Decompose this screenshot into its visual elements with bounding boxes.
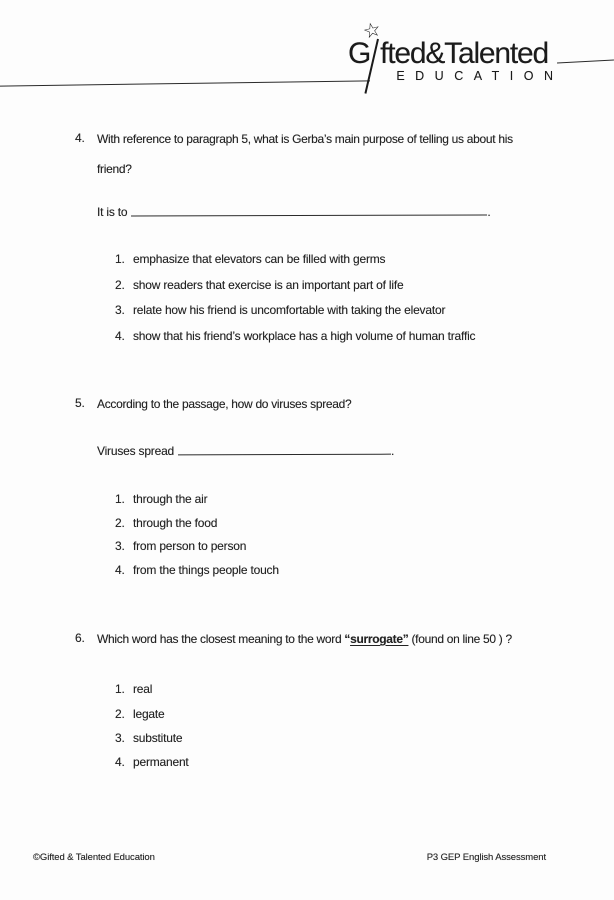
- question-text-line: With reference to paragraph 5, what is Gerba’s main purpose of telling us about his: [97, 132, 513, 146]
- question-text-line: According to the passage, how do viruses spread?: [97, 397, 352, 411]
- option-number: 1.: [115, 252, 125, 266]
- option-label: substitute: [133, 731, 183, 745]
- question-number: 6.: [75, 631, 85, 645]
- footer-copyright: ©Gifted & Talented Education: [33, 852, 155, 863]
- question-text-post: (found on line 50 ) ?: [408, 632, 512, 646]
- option-label: real: [133, 682, 153, 696]
- question-block-4: [75, 131, 513, 177]
- option-number: 4.: [115, 329, 125, 343]
- option-row: [115, 516, 217, 530]
- question-block-6: [75, 631, 512, 647]
- option-row: [115, 755, 189, 769]
- question-number: 4.: [75, 131, 85, 145]
- answer-period: .: [487, 205, 491, 219]
- logo-i-slot: [360, 18, 384, 63]
- option-label: show that his friend’s workplace has a high volume of human traffic: [133, 329, 476, 343]
- question-text-line: [97, 631, 512, 647]
- option-row: [115, 252, 385, 266]
- question-text: [97, 131, 513, 177]
- option-label: legate: [133, 707, 165, 721]
- option-number: 3.: [115, 539, 125, 553]
- logo-letter-g: G: [347, 37, 371, 70]
- option-label: permanent: [133, 755, 189, 769]
- question-number: 5.: [75, 396, 85, 410]
- option-label: through the food: [133, 516, 218, 530]
- footer-document-title: P3 GEP English Assessment: [426, 852, 546, 863]
- answer-blank: [131, 201, 487, 216]
- answer-prefix: It is to: [97, 205, 128, 219]
- question-text: [97, 631, 512, 647]
- option-number: 2.: [115, 278, 125, 292]
- star-icon: ☆: [360, 18, 384, 44]
- logo-wordmark-rest: fted&Talented: [380, 37, 548, 70]
- question-block-5: [75, 396, 351, 412]
- option-number: 2.: [115, 516, 125, 530]
- option-number: 1.: [115, 492, 125, 506]
- option-label: show readers that exercise is an important part of life: [133, 278, 404, 292]
- option-row: [115, 539, 246, 553]
- brand-logo: [314, 0, 614, 100]
- quote-mark: “: [344, 632, 351, 646]
- option-number: 2.: [115, 707, 125, 721]
- option-row: [115, 303, 445, 317]
- option-row: [115, 492, 207, 506]
- answer-period: .: [391, 444, 395, 458]
- option-label: emphasize that elevators can be filled with germs: [133, 252, 386, 266]
- option-label: relate how his friend is uncomfortable with taking the elevator: [133, 303, 446, 317]
- option-number: 3.: [115, 303, 125, 317]
- option-number: 4.: [115, 755, 125, 769]
- option-label: from the things people touch: [133, 563, 279, 577]
- brand-logo-wordmark: [347, 18, 548, 70]
- option-row: [115, 278, 403, 292]
- option-row: [115, 563, 279, 577]
- option-number: 4.: [115, 563, 125, 577]
- option-number: 3.: [115, 731, 125, 745]
- answer-prefix: Viruses spread: [97, 444, 175, 458]
- answer-blank: [178, 441, 391, 456]
- option-row: [115, 707, 165, 721]
- option-number: 1.: [115, 682, 125, 696]
- highlighted-word: surrogate”: [350, 632, 409, 646]
- option-row: [115, 682, 152, 696]
- option-label: from person to person: [133, 539, 247, 553]
- answer-prompt: [97, 441, 394, 458]
- answer-prompt: [97, 202, 491, 219]
- option-row: [115, 329, 475, 343]
- option-label: through the air: [133, 492, 208, 506]
- brand-logo-subtitle: EDUCATION: [396, 69, 564, 83]
- question-text: [97, 396, 351, 412]
- option-row: [115, 731, 182, 745]
- question-text-pre: Which word has the closest meaning to the word: [97, 632, 345, 646]
- question-text-line: friend?: [97, 162, 132, 176]
